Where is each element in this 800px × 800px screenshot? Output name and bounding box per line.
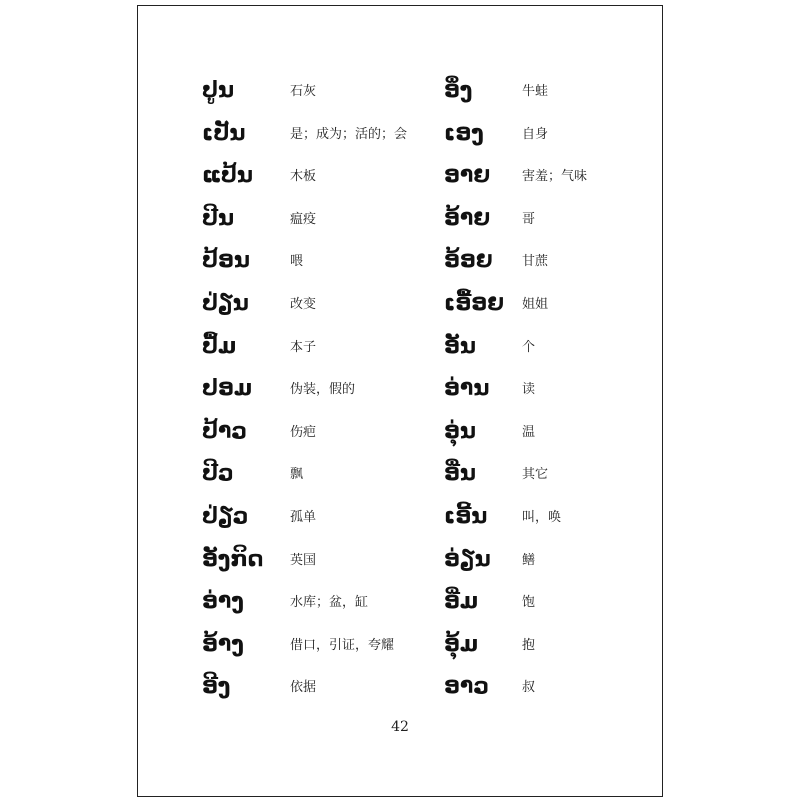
- vocabulary-entry: [444, 628, 644, 671]
- lao-word: ປ່ຽນ: [202, 290, 249, 316]
- lao-word: ປ້າວ: [202, 418, 248, 444]
- chinese-meaning: 改变: [290, 296, 317, 312]
- chinese-meaning: 依据: [290, 680, 317, 696]
- vocabulary-entry: [444, 287, 644, 330]
- vocabulary-entry: [202, 330, 402, 373]
- chinese-meaning: 飘: [290, 467, 304, 483]
- vocabulary-entry: [444, 415, 644, 458]
- lao-word: ອ່າງ: [202, 589, 244, 615]
- lao-word: ເອງ: [444, 120, 484, 146]
- chinese-meaning: 姐姐: [522, 296, 549, 312]
- lao-word: ປີວ: [202, 461, 234, 487]
- lao-word: ອຸ້ມ: [444, 631, 479, 657]
- vocabulary-entry: [444, 330, 644, 373]
- chinese-meaning: 英国: [290, 552, 317, 568]
- vocabulary-entry: [444, 457, 644, 500]
- lao-word: ອ່ຽນ: [444, 546, 491, 572]
- lao-word: ເປັນ: [202, 120, 246, 146]
- chinese-meaning: 个: [522, 339, 536, 355]
- chinese-meaning: 抱: [522, 637, 536, 653]
- chinese-meaning: 石灰: [290, 84, 317, 99]
- vocabulary-entry: [444, 372, 644, 415]
- lao-word: ອ່ານ: [444, 376, 490, 402]
- vocabulary-entry: [202, 628, 402, 671]
- lao-word: ອາຍ: [444, 163, 491, 189]
- vocabulary-entry: [444, 244, 644, 287]
- lao-word: ອື່ນ: [444, 461, 477, 487]
- chinese-meaning: 甘蔗: [522, 254, 549, 270]
- chinese-meaning: 害羞；气味: [522, 169, 588, 185]
- lao-word: ເອື້ອຍ: [444, 290, 504, 316]
- lao-word: ປ່ຽວ: [202, 503, 249, 529]
- vocabulary-entry: [202, 117, 408, 160]
- chinese-meaning: 伤疤: [290, 424, 317, 440]
- vocabulary-entry: [444, 585, 644, 628]
- vocabulary-entry: [202, 500, 402, 543]
- lao-word: ອັນ: [444, 333, 477, 359]
- chinese-meaning: 孤单: [290, 509, 317, 525]
- lao-word: ອັງກິດ: [202, 546, 264, 572]
- chinese-meaning: 鳝: [522, 552, 536, 568]
- vocabulary-entry: [202, 372, 402, 415]
- chinese-meaning: 饱: [522, 595, 536, 611]
- lao-word: ປີນ: [202, 205, 235, 231]
- lao-word: ອ້າງ: [202, 631, 244, 657]
- lao-word: ປຶ້ມ: [202, 333, 237, 359]
- chinese-meaning: 读: [522, 382, 536, 398]
- lao-word: ປອມ: [202, 376, 253, 402]
- chinese-meaning: 温: [522, 424, 536, 440]
- book-page: [137, 5, 663, 797]
- page-number: 42: [391, 719, 409, 735]
- lao-word: ປູນ: [202, 78, 235, 103]
- vocabulary-entry: [202, 415, 402, 458]
- chinese-meaning: 瘟疫: [290, 211, 317, 227]
- vocabulary-entry: [444, 159, 644, 202]
- lao-word: ເອີ້ນ: [444, 503, 488, 529]
- vocabulary-entry: [444, 74, 644, 117]
- chinese-meaning: 牛蛙: [522, 84, 549, 99]
- lao-word: ອາວ: [444, 674, 490, 700]
- vocabulary-entry: [202, 457, 402, 500]
- chinese-meaning: 其它: [522, 467, 549, 483]
- vocabulary-entry: [202, 202, 402, 245]
- vocabulary-entry: [202, 287, 402, 330]
- lao-word: ອຸ່ນ: [444, 418, 477, 444]
- vocabulary-entry: [202, 543, 402, 586]
- vocabulary-entry: [202, 74, 402, 117]
- vocabulary-entry: [202, 670, 402, 713]
- lao-word: ອຶ່ງ: [444, 78, 473, 103]
- chinese-meaning: 喂: [290, 254, 304, 270]
- vocabulary-entry: [202, 244, 402, 287]
- chinese-meaning: 是；成为；活的；会: [290, 126, 408, 142]
- vocabulary-entry: [202, 585, 402, 628]
- lao-word: ອີ່ມ: [444, 589, 479, 615]
- chinese-meaning: 木板: [290, 169, 317, 185]
- chinese-meaning: 自身: [522, 126, 549, 142]
- chinese-meaning: 叫，唤: [522, 509, 562, 525]
- chinese-meaning: 本子: [290, 339, 317, 355]
- lao-word: ອ້ອຍ: [444, 248, 493, 274]
- chinese-meaning: 水库；盆，缸: [290, 595, 369, 611]
- lao-word: ອ້າຍ: [444, 205, 491, 231]
- vocabulary-entry: [444, 117, 644, 160]
- vocabulary-entry: [444, 670, 644, 713]
- right-vocabulary-column: [444, 74, 644, 713]
- chinese-meaning: 借口，引证，夸耀: [290, 637, 395, 653]
- chinese-meaning: 哥: [522, 211, 536, 227]
- vocabulary-entry: [202, 159, 402, 202]
- vocabulary-entry: [444, 202, 644, 245]
- lao-word: ປ້ອນ: [202, 248, 250, 274]
- left-vocabulary-column: [202, 74, 408, 713]
- chinese-meaning: 伪装，假的: [290, 382, 356, 398]
- lao-word: ແປ້ນ: [202, 163, 253, 189]
- vocabulary-entry: [444, 500, 644, 543]
- lao-word: ອີງ: [202, 674, 231, 700]
- chinese-meaning: 叔: [522, 680, 536, 696]
- vocabulary-entry: [444, 543, 644, 586]
